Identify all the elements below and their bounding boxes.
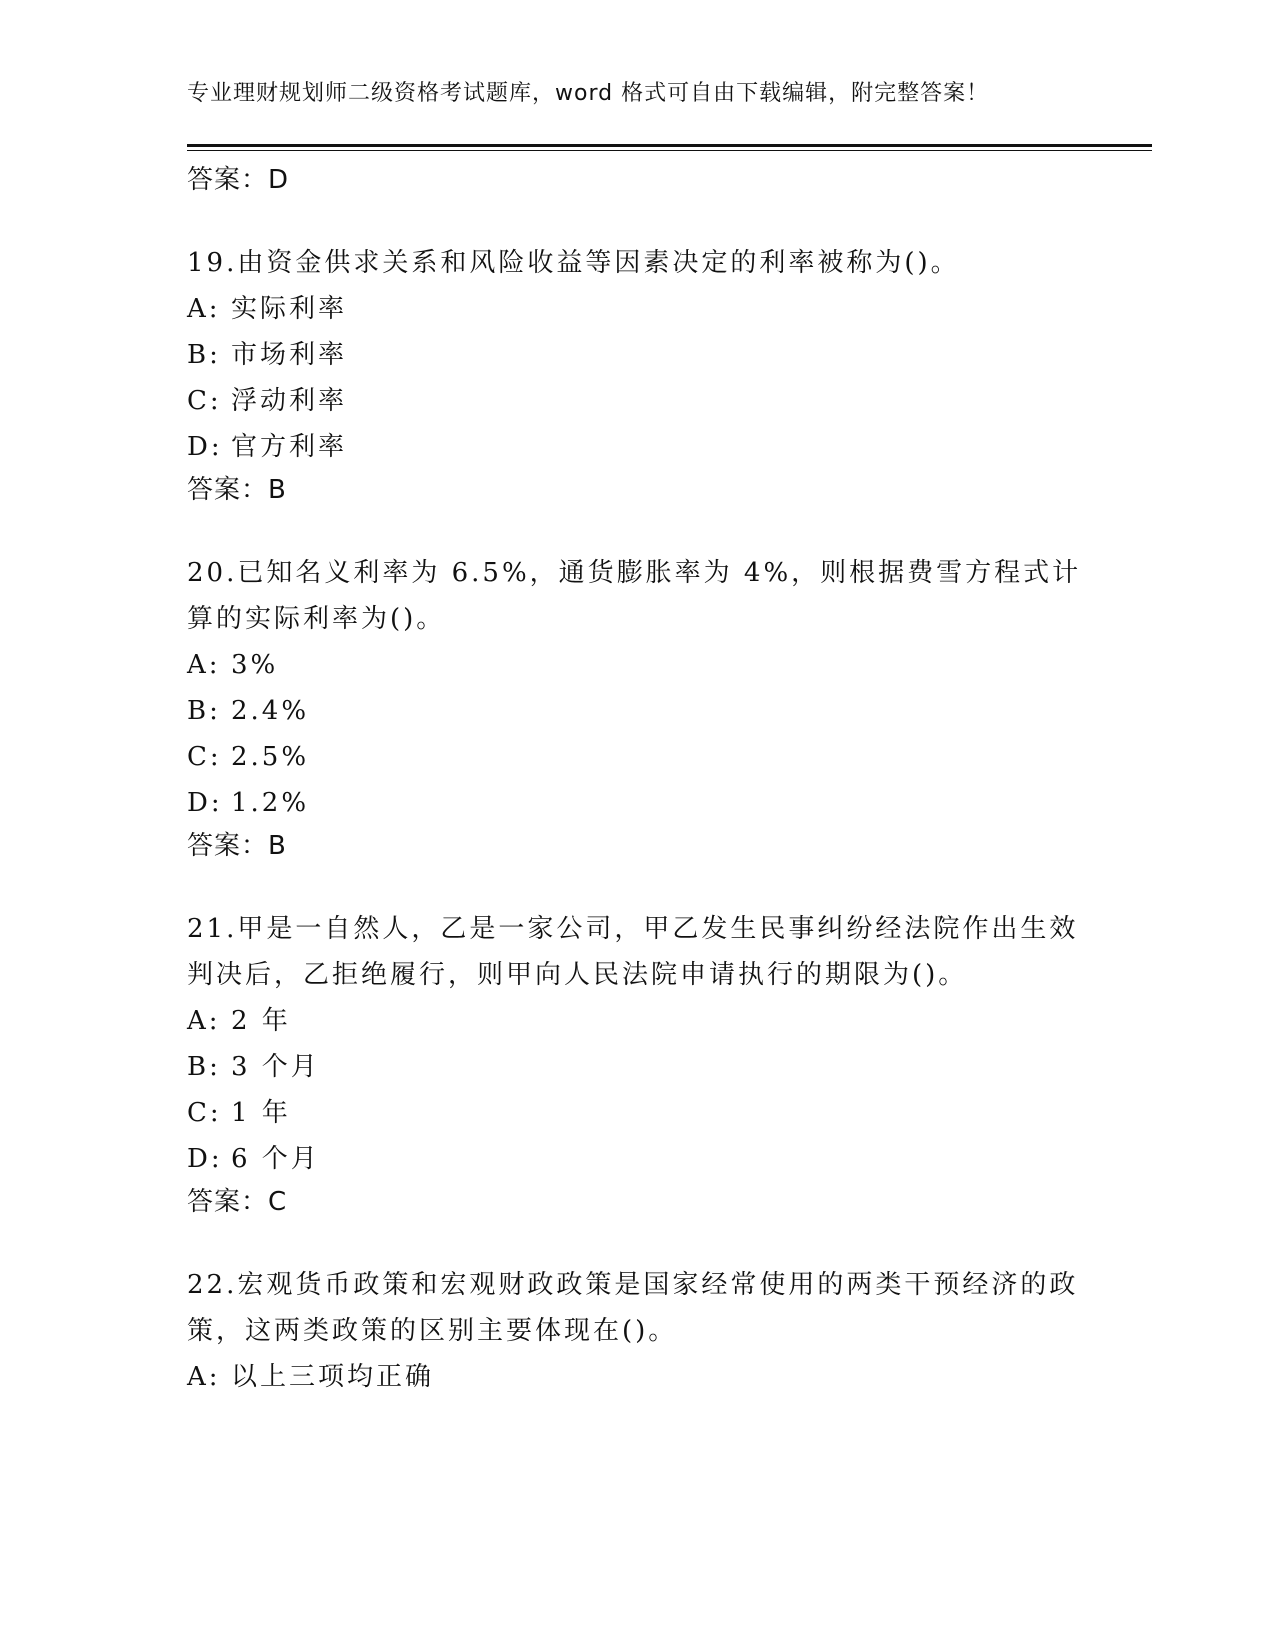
option-text: 2.4% xyxy=(231,696,310,726)
option-b xyxy=(187,1044,1087,1090)
option-letter: C: xyxy=(187,1098,222,1128)
option-d xyxy=(187,1136,1087,1182)
option-text: 1.2% xyxy=(231,788,310,818)
option-c xyxy=(187,378,1087,424)
spacer xyxy=(187,510,1087,550)
option-c xyxy=(187,1090,1087,1136)
option-letter: D: xyxy=(187,432,223,462)
spacer xyxy=(187,1222,1087,1262)
option-text: 官方利率 xyxy=(231,432,348,462)
option-letter: D: xyxy=(187,788,223,818)
option-a xyxy=(187,286,1087,332)
answer-line: 答案：B xyxy=(187,475,287,505)
question-stem: 22.宏观货币政策和宏观财政政策是国家经常使用的两类干预经济的政策，这两类政策的区别主要体现在()。 xyxy=(187,1270,1079,1346)
option-text: 2.5% xyxy=(231,742,310,772)
header-rule-thin xyxy=(187,150,1152,151)
option-text: 市场利率 xyxy=(231,340,348,370)
option-letter: B: xyxy=(187,696,221,726)
question-list xyxy=(187,160,1087,1400)
question-stem: 20.已知名义利率为 6.5%，通货膨胀率为 4%，则根据费雪方程式计算的实际利率为()。 xyxy=(187,558,1082,634)
option-a xyxy=(187,642,1087,688)
page-header: 专业理财规划师二级资格考试题库，word 格式可自由下载编辑，附完整答案！ xyxy=(187,81,990,106)
answer-line: 答案：B xyxy=(187,831,287,861)
option-letter: C: xyxy=(187,742,222,772)
option-text: 3% xyxy=(231,650,279,680)
option-text: 浮动利率 xyxy=(231,386,348,416)
option-b xyxy=(187,688,1087,734)
option-a xyxy=(187,1354,1087,1400)
question-19 xyxy=(187,240,1087,510)
question-21 xyxy=(187,906,1087,1222)
option-a xyxy=(187,998,1087,1044)
header-rule-thick xyxy=(187,144,1152,147)
option-letter: A: xyxy=(187,1362,221,1392)
question-22 xyxy=(187,1262,1087,1400)
option-text: 1 年 xyxy=(231,1098,291,1128)
option-d xyxy=(187,424,1087,470)
option-text: 以上三项均正确 xyxy=(231,1362,435,1392)
answer-line: 答案：C xyxy=(187,1187,288,1217)
option-text: 2 年 xyxy=(231,1006,291,1036)
option-letter: A: xyxy=(187,294,221,324)
previous-answer: 答案：D xyxy=(187,165,290,195)
option-letter: C: xyxy=(187,386,222,416)
spacer xyxy=(187,866,1087,906)
spacer xyxy=(187,200,1087,240)
option-letter: B: xyxy=(187,340,221,370)
question-stem: 21.甲是一自然人，乙是一家公司，甲乙发生民事纠纷经法院作出生效判决后，乙拒绝履行，则甲向人民法院申请执行的期限为()。 xyxy=(187,914,1079,990)
option-c xyxy=(187,734,1087,780)
option-text: 实际利率 xyxy=(231,294,348,324)
option-text: 6 个月 xyxy=(231,1144,320,1174)
option-letter: A: xyxy=(187,1006,221,1036)
option-letter: D: xyxy=(187,1144,223,1174)
option-letter: A: xyxy=(187,650,221,680)
option-text: 3 个月 xyxy=(231,1052,320,1082)
question-20 xyxy=(187,550,1087,866)
option-letter: B: xyxy=(187,1052,221,1082)
option-b xyxy=(187,332,1087,378)
option-d xyxy=(187,780,1087,826)
question-stem: 19.由资金供求关系和风险收益等因素决定的利率被称为()。 xyxy=(187,248,960,278)
